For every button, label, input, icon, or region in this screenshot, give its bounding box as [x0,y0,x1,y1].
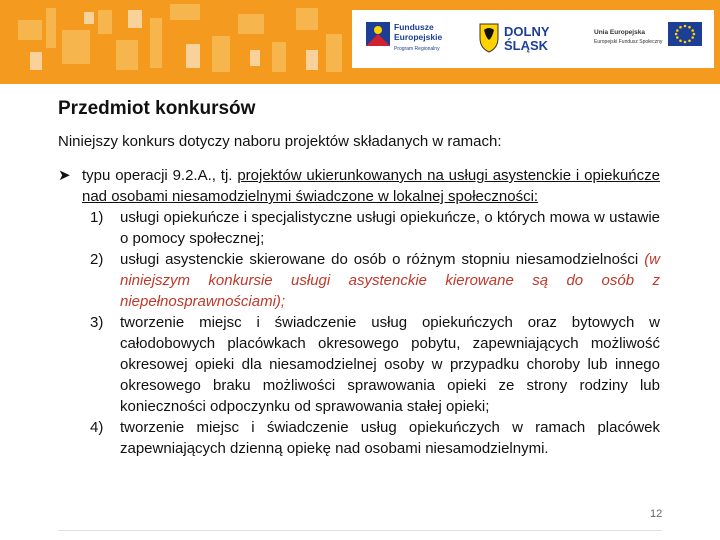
item-text: tworzenie miejsc i świadczenie usług opiekuńczych oraz bytowych w całodobowych placówkach okresowego pobytu, zapewniających możliwość okresowej opieki dla niesamodzielnej osoby w przypadku choroby lub innego okresowego braku możliwości sprawowania opieki ze strony rodziny lub konieczności odpoczynku od sprawowania stałej opieki; [120,314,660,415]
list-item [58,249,660,312]
item-number: 3) [90,314,104,331]
logos-panel [352,10,714,68]
eu-line2: Europejski Fundusz Społeczny [594,39,663,45]
list-item [58,312,660,417]
operation-type-bullet [58,165,660,207]
item-text: tworzenie miejsc i świadczenie usług opiekuńczych w ramach placówek zapewniających dzienną opiekę nad osobami niesamodzielnymi. [120,419,660,457]
intro-text: Niniejszy konkurs dotyczy naboru projektów składanych w ramach: [58,133,502,150]
funds-logo [366,22,442,52]
eu-logo [594,22,702,46]
eu-line1: Unia Europejska [594,29,645,36]
region-line1: DOLNY [504,24,550,39]
content-body [58,165,660,459]
item-number: 1) [90,209,104,226]
item-note: (w niniejszym konkursie usługi asystenckie kierowane są do osób z niepełnosprawnościami); [120,251,661,310]
funds-line2: Europejskie [394,32,443,42]
bullet-text [82,165,660,207]
bullet-prefix: typu operacji 9.2.A., tj. [82,167,233,184]
logos-graphic [352,10,714,68]
slide-title: Przedmiot konkursów [58,98,256,119]
service-list [58,207,660,459]
bullet-underlined: projektów ukierunkowanych na usługi asystenckie i opiekuńcze nad osobami niesamodzielnymi świadczone w lokalnej społeczności: [82,167,660,205]
header-banner [0,0,720,84]
region-logo [480,24,550,53]
arrow-bullet-icon: ➤ [58,167,71,184]
item-text: usługi asystenckie skierowane do osób o różnym stopniu niesamodzielności [120,251,639,268]
list-item [58,417,660,459]
page-number: 12 [650,508,663,520]
funds-line1: Fundusze [394,22,434,32]
region-line2: ŚLĄSK [504,38,549,53]
item-text: usługi opiekuńcze i specjalistyczne usługi opiekuńcze, o których mowa w ustawie o pomocy społecznej; [120,209,660,247]
item-number: 2) [90,251,104,268]
funds-line3: Program Regionalny [394,46,440,52]
list-item [58,207,660,249]
footer-divider [58,530,662,531]
item-number: 4) [90,419,104,436]
